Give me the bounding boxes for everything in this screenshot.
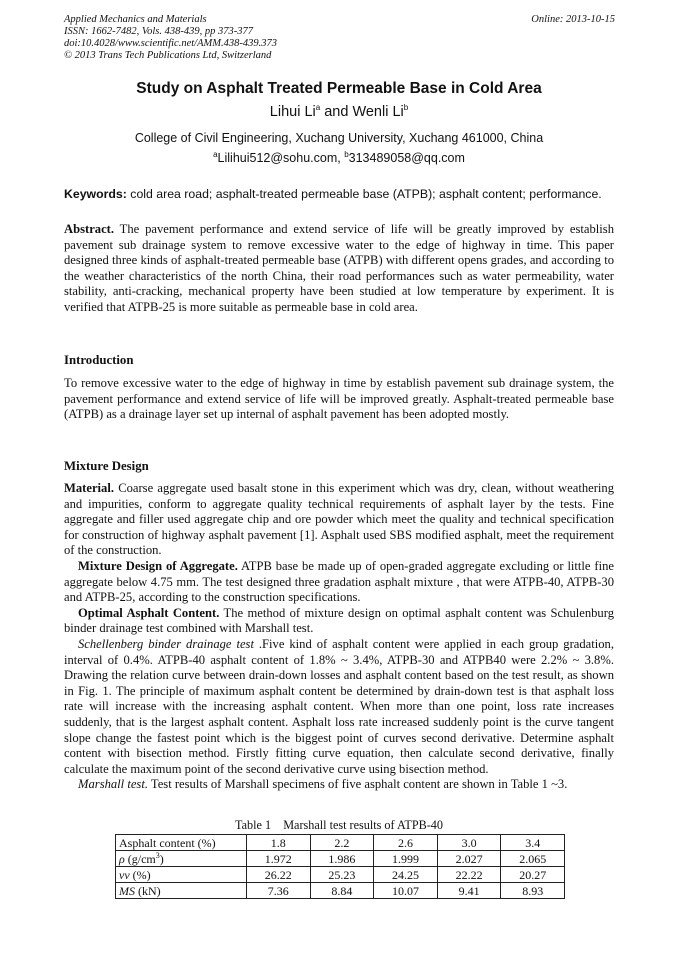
ms-symbol: MS (119, 883, 135, 898)
density-symbol: ρ (119, 851, 125, 866)
optimal-label: Optimal Asphalt Content. (78, 605, 220, 620)
paper-title: Study on Asphalt Treated Permeable Base in Cold Area (136, 80, 542, 97)
table-cell: 26.22 (247, 867, 311, 883)
author-1: Lihui Li (269, 104, 316, 120)
table-cell: 1.986 (310, 851, 374, 867)
marshall-text: Test results of Marshall specimens of five asphalt content are shown in Table 1 ~3. (147, 777, 568, 792)
table-row (116, 851, 565, 867)
keywords-label: Keywords: (64, 187, 127, 201)
density-unit-end: ) (159, 851, 164, 866)
table-cell: 20.27 (501, 867, 565, 883)
ms-unit: (kN) (135, 883, 161, 898)
table-1-caption: Table 1 Marshall test results of ATPB-40 (235, 818, 443, 832)
mixture-design-heading: Mixture Design (64, 459, 149, 473)
table-cell: 22.22 (437, 867, 501, 883)
table-row (116, 883, 565, 899)
aggregate-text: ATPB base be made up of open-graded aggregate excluding or little fine aggregate below 4.75 mm. The test designed three gradation asphalt mixture , that were ATPB-40, ATPB-30 and ATPB-25, according to the construction specifications. (64, 558, 614, 605)
vv-unit: (%) (129, 867, 151, 882)
abstract-text: The pavement performance and extend service of life will be greatly improved by establish pavement sub drainage system to remove excessive water to the edge of highway in time. This paper designed three kinds of asphalt-treated permeable base (ATPB) with different opens grades, and according to the weather characteristics of the north China, their road performances such as water permeability, water stability, anti-cracking, mechanical property have been studied at low temperature by experiment. It is verified that ATPB-25 is more suitable as permeable base in cold area. (64, 222, 614, 314)
email-2: 313489058@qq.com (348, 151, 465, 165)
table-row (116, 835, 565, 851)
table-cell: 2.6 (374, 835, 438, 851)
abstract-label: Abstract. (64, 222, 115, 236)
table-cell: 2.2 (310, 835, 374, 851)
author-and: and (320, 104, 353, 120)
author-2: Wenli Li (352, 104, 404, 120)
material-paragraph (64, 481, 614, 559)
table-row-label (116, 851, 247, 867)
issn-line: ISSN: 1662-7482, Vols. 438-439, pp 373-377 (64, 26, 253, 37)
table-row-label (116, 883, 247, 899)
table-cell: 25.23 (310, 867, 374, 883)
material-label: Material. (64, 481, 114, 495)
table-cell: 24.25 (374, 867, 438, 883)
schellenberg-label: Schellenberg binder drainage test (78, 636, 254, 651)
aggregate-paragraph (64, 559, 614, 606)
table-cell: 1.972 (247, 851, 311, 867)
table-cell: 10.07 (374, 883, 438, 899)
keywords-text: cold area road; asphalt-treated permeable base (ATPB); asphalt content; performance. (126, 187, 602, 201)
keywords (64, 187, 602, 201)
aggregate-label: Mixture Design of Aggregate. (78, 558, 238, 573)
journal-name: Applied Mechanics and Materials (64, 14, 207, 25)
emails (0, 151, 678, 165)
table-cell: 3.0 (437, 835, 501, 851)
table-row-label (116, 867, 247, 883)
abstract (64, 222, 614, 316)
author-2-sup: b (403, 103, 409, 113)
table-cell: 9.41 (437, 883, 501, 899)
density-unit: (g/cm (124, 851, 156, 866)
table-row-label: Asphalt content (%) (116, 835, 247, 851)
author-1-sup: a (315, 103, 321, 113)
copyright-line: © 2013 Trans Tech Publications Ltd, Switzerland (64, 50, 272, 61)
introduction-heading: Introduction (64, 353, 134, 367)
table-cell: 8.93 (501, 883, 565, 899)
online-date: Online: 2013-10-15 (531, 14, 615, 25)
table-cell: 2.065 (501, 851, 565, 867)
table-1 (115, 834, 565, 899)
optimal-text: The method of mixture design on optimal asphalt content was Schulenburg binder drainage test combined with Marshall test. (64, 605, 614, 636)
table-cell: 8.84 (310, 883, 374, 899)
table-cell: 2.027 (437, 851, 501, 867)
marshall-paragraph (64, 777, 614, 793)
schellenberg-paragraph (64, 637, 614, 777)
vv-symbol: vv (119, 867, 130, 882)
authors (0, 104, 678, 120)
table-cell: 1.999 (374, 851, 438, 867)
introduction-text: To remove excessive water to the edge of highway in time by establish pavement sub drainage system, the pavement performance and extend service of life will be improved greatly. Asphalt-treated permeable base (ATPB) as a drainage layer set up internal of asphalt pavement has been adopted mostly. (64, 376, 614, 422)
marshall-label: Marshall test. (78, 777, 148, 792)
density-unit-sup: 3 (155, 850, 160, 860)
email-2-sup: b (344, 149, 349, 159)
affiliation: College of Civil Engineering, Xuchang University, Xuchang 461000, China (134, 131, 544, 145)
table-cell: 1.8 (247, 835, 311, 851)
email-1: Lilihui512@sohu.com, (217, 151, 345, 165)
table-row (116, 867, 565, 883)
table-cell: 3.4 (501, 835, 565, 851)
doi-line: doi:10.4028/www.scientific.net/AMM.438-439.373 (64, 38, 277, 49)
email-1-sup: a (213, 149, 218, 159)
optimal-paragraph (64, 606, 614, 637)
table-cell: 7.36 (247, 883, 311, 899)
journal-header (64, 14, 277, 62)
mixture-design-body (64, 481, 614, 793)
schellenberg-text: .Five kind of asphalt content were applied in each group gradation, interval of 0.4%. ATPB-40 asphalt content of 1.8% ~ 3.4%, ATPB-30 and ATPB40 were 2.2% ~ 3.8%. Drawing the relation curve between drain-down losses and asphalt content based on the test result, as shown in Fig. 1. The principle of maximum asphalt content be determined by drain-down test is that asphalt loss rate will increase with the increasing asphalt content. When more than one point, loss rate increases suddenly, that is the largest asphalt content. Asphalt loss rate increased suddenly point is the curve tangent slope change the fastest point which is the biggest point of curves second derivative. Determine asphalt content with bisection method. Firstly fitting curve equation, then calculate second derivative, finally calculate the maximum point of the second derivative curve using bisection method. (64, 636, 614, 776)
material-text: Coarse aggregate used basalt stone in this experiment which was dry, clean, without weathering and impurities, conform to aggregate quality technical requirements of asphalt layer by the tests. Fine aggregate and filler used aggregate chip and ore powder which meet the quality and technical specification for construction of highway asphalt pavement [1]. Asphalt used SBS modified asphalt, meet the requirement of the construction. (64, 481, 614, 558)
